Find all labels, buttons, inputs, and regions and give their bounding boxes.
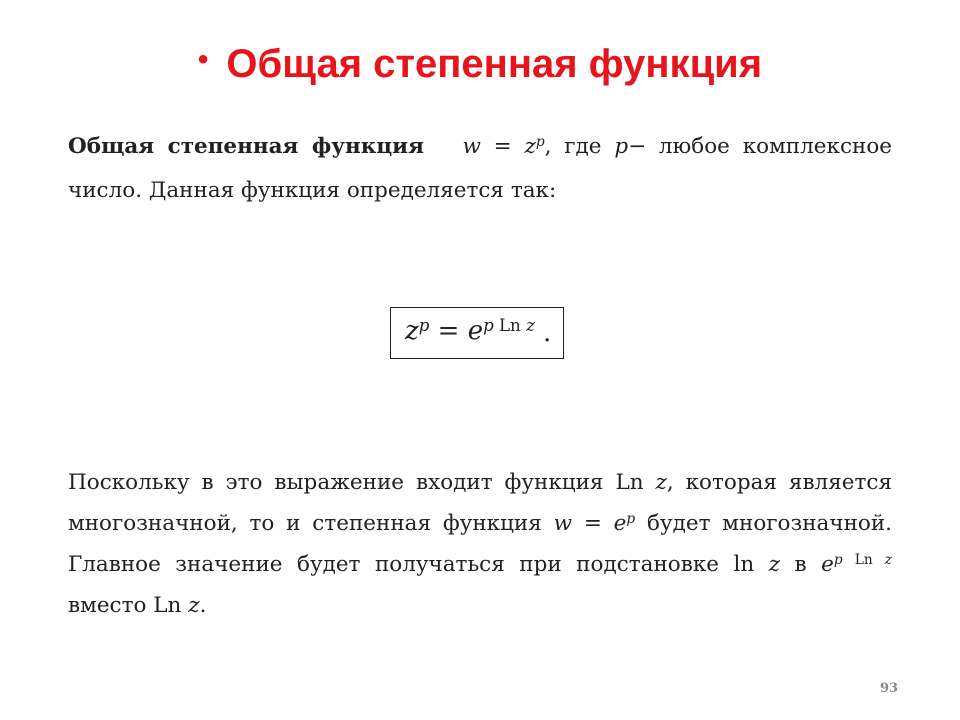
page-number: 93 <box>880 681 899 696</box>
text-a: , где <box>544 134 615 159</box>
text-3: будет многозначной. Главное значение будет получаться при подстановке <box>68 511 893 577</box>
formula-exp-p: p <box>483 315 494 335</box>
bold-lead: Общая степенная функция <box>68 134 424 159</box>
bullet-icon: • <box>197 43 209 76</box>
formula-exp-ln: Ln <box>493 315 527 335</box>
exp-z-3: z <box>884 552 893 569</box>
exponent-p: p <box>535 134 545 151</box>
exp-p-3: p <box>833 552 843 569</box>
definition-paragraph <box>68 125 892 213</box>
text-5: вместо <box>68 593 154 618</box>
var-e: e <box>613 511 627 536</box>
slide-title-text: Общая степенная функция <box>226 42 763 86</box>
formula-expression <box>405 316 535 346</box>
formula-box <box>390 307 564 359</box>
formula-dot: . <box>543 318 552 348</box>
text-4: в <box>780 552 822 577</box>
exp-ln-3: Ln <box>842 552 885 569</box>
var-w: w <box>462 134 481 159</box>
ln-1: Ln <box>615 470 656 495</box>
formula-e: e <box>467 316 484 346</box>
text-6: . <box>199 593 207 618</box>
formula-p: p <box>418 315 430 335</box>
text-1: Поскольку в это выражение входит функция <box>68 470 616 495</box>
var-w-2: w <box>553 511 573 536</box>
formula-equals: = <box>429 316 468 346</box>
z-1: z <box>655 470 667 495</box>
z-2: z <box>768 552 781 577</box>
var-e-2: e <box>821 552 834 577</box>
text-2: , которая является многозначной, то и степенная функция <box>68 470 893 536</box>
ln-4: Ln <box>153 593 189 618</box>
exponent-p-ln-z <box>834 552 892 568</box>
exponent-p-2: p <box>626 511 636 528</box>
formula-exp-z: z <box>526 315 535 335</box>
equals-sign: = <box>480 134 525 159</box>
var-p: p <box>614 134 629 159</box>
formula-z: z <box>405 316 419 346</box>
explanation-paragraph <box>68 462 892 626</box>
slide-title <box>0 42 960 87</box>
z-4: z <box>188 593 200 618</box>
text-b: − любое комплексное число. Данная функция определяется так: <box>68 134 892 203</box>
ln-2: ln <box>733 552 769 577</box>
equals-sign-2: = <box>572 511 614 536</box>
formula-exponent <box>483 316 535 335</box>
var-z: z <box>524 134 536 159</box>
